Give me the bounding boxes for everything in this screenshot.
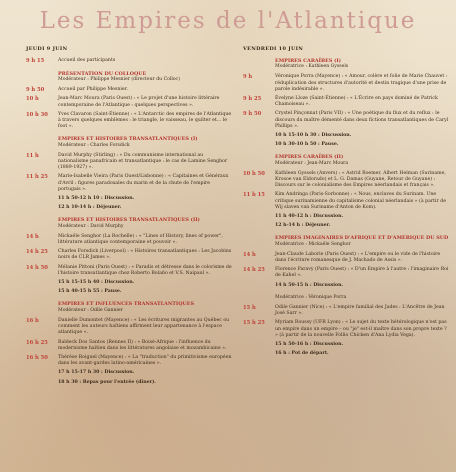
program-entry: [26, 380, 232, 386]
session-moderator: Modératrice : Kathleen Gyssels: [275, 64, 349, 70]
program-entry: [243, 171, 449, 190]
entry-time: 11 h 25: [26, 174, 48, 181]
entry-text: Accueil des participants: [58, 58, 116, 63]
session-header: [275, 235, 449, 247]
program-entry: [243, 267, 449, 279]
session-title: EMPIRES CARAÏBES (II): [275, 154, 344, 161]
entry-text: Mickaële Senghor (La Rochelle) : « "Lines of History, lines of power", littérature atlantique contemporaine et pouvoir ».: [58, 233, 223, 246]
entry-text: Myriam Roussy (UFR Lyon) : « Le sujet du texte hétérologique n'est pas un empire dans un empire – ou "je" est-il maître dans son propre texte ? » (à partir de la nouvelle Follio Chicken d'Ana Lydia Vega).: [275, 320, 447, 338]
session-header: [58, 136, 232, 148]
program-entry: [26, 370, 232, 376]
program-entry: [26, 196, 232, 202]
session-moderator: Modérateur : Charles Forsdick: [58, 142, 130, 148]
session-title: EMPIRES ET HISTOIRES TRANSATLANTIQUES (I): [58, 136, 198, 143]
program-entry: [26, 96, 232, 108]
session-moderator: Modérateur : David Murphy: [58, 223, 124, 229]
program-entry: [243, 133, 449, 139]
session-moderator: Modérateur : Philippe Mesnier (directeur du Colloc): [58, 76, 180, 82]
entry-time: 16 h: [26, 317, 39, 324]
session-title: EMPIRES ET HISTOIRES TRANSATLANTIQUES (II): [58, 217, 200, 224]
entry-text: 11 h 50-12 h 10 : Discussion.: [58, 196, 135, 202]
entry-text: 18 h 30 : Repas pour l'entrée (dîner).: [58, 379, 156, 385]
entry-time: 9 h 25: [243, 96, 262, 103]
entry-time: 10 h: [26, 96, 39, 103]
session-header: [275, 154, 449, 166]
entry-time: 11 h: [26, 152, 39, 159]
day-heading: JEUDI 9 JUIN: [26, 46, 68, 52]
program-entry: [26, 289, 232, 295]
session-title: EMPIRES ET INFLUENCES TRANSATLANTIQUES: [58, 301, 195, 308]
entry-text: Kathleen Gyssels (Anvers) : « Astrid Roemer, Albert Helman (Suriname, Krosoe van Eldorado) et L. G. Damas (Guyane, Retour de Guyane) : Discours sur le colonialisme des Empires néerlandais et français ».: [275, 170, 446, 189]
session-title: EMPIRES IMAGINAIRES D'AFRIQUE ET D'AMÉRIQUE DU SUD: [275, 235, 449, 242]
entry-text: Charles Forsdick (Liverpool) : « Histoires transatlantiques : Les Jacobins noirs de CLR James ».: [58, 249, 232, 261]
program-entry: [243, 142, 449, 148]
entry-text: Danielle Dumontet (Mayence) : « Les écritures migrantes au Québec ou comment les auteurs haïtiens affirment leur appartenance à l'espace atlantique ».: [58, 317, 230, 336]
entry-text: 16 h : Pot de départ.: [275, 351, 329, 357]
session-title: EMPIRES CARAÏBES (I): [275, 58, 341, 64]
entry-text: Crystel Pinçonnat (Paris VII) : « Une poétique du flux et du reflux : le discours du maître démenté dans deux fictions transatlantiques de Caryl Phillips ».: [275, 111, 449, 129]
session-moderator: Modératrice : Mickaële Senghor: [275, 241, 351, 247]
program-entry: [26, 249, 232, 261]
entry-text: Baldeck Dos Santos (Rennes II) : « Boisé-Afrique : l'influence du modernisme haïtien dans les littératures angolaise et mozambicaine ».: [58, 339, 227, 351]
program-entry: [243, 252, 449, 264]
program-list: [243, 58, 449, 357]
thursday-column: [26, 46, 232, 389]
program-entry: [26, 340, 232, 352]
friday-column: [243, 46, 449, 360]
entry-time: 14 h 50: [26, 264, 48, 271]
entry-text: David Murphy (Stirling) : « Du communisme international au nationalisme panafricain et transatlantique : le cas de Lamine Senghor (1889-1927) ».: [58, 152, 228, 171]
entry-time: 14 h: [243, 251, 256, 258]
program-entry: [26, 355, 232, 367]
entry-time: 9 h: [243, 74, 253, 81]
entry-text: 11 h 40-12 h : Discussion.: [275, 214, 344, 220]
session-moderator: Modérateur : Jean-Marc Moura: [275, 160, 349, 166]
page-title: Les Empires de l'Atlantique: [39, 8, 417, 34]
entry-text: Jean-Claude Laborie (Paris Ouest) : « L'empire ou le vide de l'histoire dans l'écriture romanesque de J. Machado de Assis ».: [275, 251, 441, 264]
program-entry: [243, 96, 449, 108]
program-entry: [26, 174, 232, 193]
entry-text: Florence Paravy (Paris Ouest) : « D'un Empire à l'autre : l'imaginaire Roi de Kahel ».: [275, 267, 449, 279]
entry-text: Évelyne Lloze (Saint-Étienne) : « L'Écrire en pays dominé de Patrick Chamoiseau ».: [275, 96, 438, 108]
program-entry: [243, 223, 449, 229]
entry-time: 9 h 50: [26, 86, 45, 93]
session-header: [58, 71, 232, 83]
entry-text: Jean-Marc Moura (Paris Ouest) : « Le projet d'une histoire littéraire contemporaine de l'Atlantique : quelques perspectives ».: [58, 96, 220, 108]
entry-time: 9 h 15: [26, 58, 45, 64]
session-title: PRÉSENTATION DU COLLOQUE: [58, 70, 147, 77]
session-header: [275, 295, 449, 301]
session-header: [275, 58, 449, 70]
entry-text: 17 h 15-17 h 30 : Discussion.: [58, 370, 135, 376]
program-entry: [26, 58, 232, 65]
program-entry: [243, 342, 449, 348]
entry-time: 10 h 50: [243, 170, 265, 177]
entry-text: 15 h 50-16 h : Discussion.: [275, 341, 344, 347]
entry-text: Kim Andringa (Paris-Sorbonne) : « Nous, enclaves du Surinam. Une critique surinamienne du capitalisme colonial néerlandais » (à partir de Wij slaven van Suriname d'Anton de Kom).: [275, 192, 447, 210]
entry-text: Accueil par Philippe Mesnier.: [58, 86, 128, 92]
entry-time: 16 h 25: [26, 339, 48, 346]
entry-text: 12 h 10-14 h : Déjeuner.: [58, 205, 122, 211]
entry-time: 16 h 50: [26, 354, 48, 361]
entry-time: 15 h 25: [243, 320, 265, 327]
entry-time: 9 h 50: [243, 111, 262, 118]
entry-text: Véronique Porra (Mayence) : « Amour, colère et folie de Marie Chauvet : réduplication des structures d'autorité et destin tragique d'une prise de parole indésirable ».: [275, 74, 448, 92]
entry-text: 10 h 15-10 h 30 : Discussion.: [275, 133, 352, 139]
entry-time: 11 h 15: [243, 192, 265, 199]
program-entry: [26, 205, 232, 211]
entry-text: 10 h 30-10 h 50 : Pause.: [275, 142, 339, 148]
program-entry: [26, 280, 232, 286]
entry-text: Mélanie Pittoni (Paris Ouest) : « Paradis et détresse dans le colorisme de l'histoire transatlantique chez Roberto Bolaño et V.S. Naipaul ».: [58, 264, 232, 276]
program-entry: [243, 283, 449, 289]
entry-text: 15 h 15-15 h 40 : Discussion.: [58, 280, 135, 286]
program-list: [26, 58, 232, 386]
program-entry: [243, 320, 449, 339]
program-entry: [26, 318, 232, 337]
entry-time: 14 h: [26, 233, 39, 240]
entry-time: 14 h 25: [243, 267, 265, 274]
program-entry: [26, 112, 232, 131]
entry-time: 10 h 30: [26, 111, 48, 118]
entry-text: Odile Gannier (Nice) : « L'empire familial des Jades : L'Ancêtre de Jean José Sarr ».: [275, 304, 445, 317]
session-moderator: Modérateur : Odile Gannier: [58, 307, 123, 313]
entry-time: 14 h 25: [26, 249, 48, 256]
program-entry: [26, 265, 232, 277]
entry-text: 15 h 40-15 h 55 : Pause.: [58, 289, 122, 295]
program-entry: [243, 111, 449, 130]
program-entry: [243, 214, 449, 220]
entry-text: Marie-Isabelle Vieira (Paris Ouest/Lisbonne) : « Capitaines et Généraux d'Avril : figures paradoxales du marin et de la chute de l'empire portugais ».: [58, 174, 229, 192]
entry-time: 15 h: [243, 304, 256, 311]
program-entry: [243, 74, 449, 93]
program-entry: [243, 305, 449, 317]
program-entry: [26, 234, 232, 246]
session-header: [58, 217, 232, 229]
entry-text: 14 h 50-15 h : Discussion.: [275, 282, 344, 288]
session-moderator: Modératrice : Véronique Porra: [275, 294, 347, 300]
entry-text: 12 h-14 h : Déjeuner.: [275, 223, 331, 229]
program-entry: [243, 351, 449, 357]
entry-text: Thérèse Roiguel (Mayence) : « La "traduction" du primitivisme européen dans les avant-gardes latino-américaines ».: [58, 354, 232, 367]
program-entry: [243, 192, 449, 211]
day-heading: VENDREDI 10 JUIN: [243, 46, 304, 52]
entry-text: Yves Clavaron (Saint-Étienne) : « L'Antarctic des empires de l'Atlantique à travers quelques emblèmes : le triangle, le vaisseau, le quilter et... le foot ».: [58, 111, 232, 130]
program-entry: [26, 87, 232, 94]
session-header: [58, 301, 232, 313]
program-entry: [26, 153, 232, 172]
